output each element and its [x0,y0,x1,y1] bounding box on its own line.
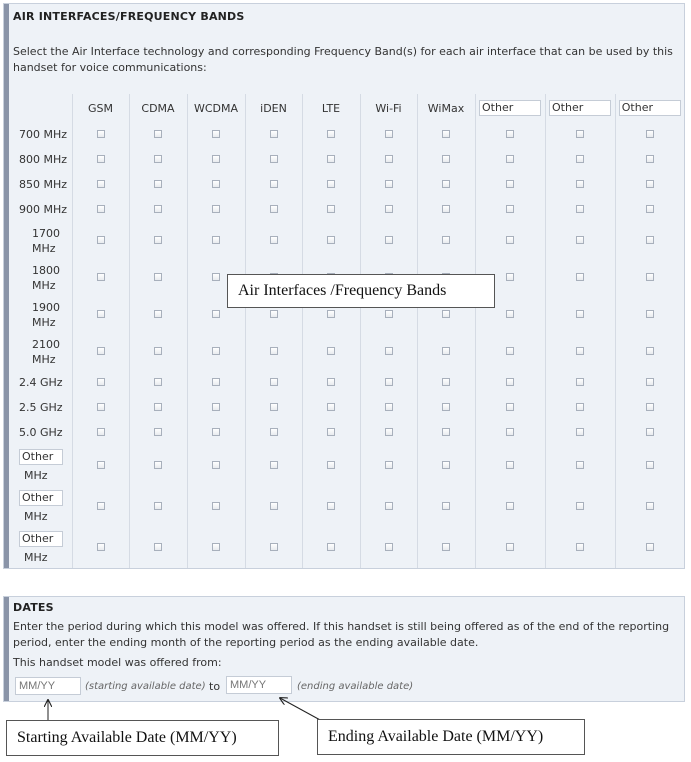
band-label: 850 MHz [19,178,68,191]
other-technology-input[interactable]: Other [479,100,541,116]
band-label: 2.4 GHz [19,376,63,389]
other-band-input[interactable]: Other [19,490,63,506]
other-band-input[interactable]: Other [19,449,63,465]
column-header-cdma: CDMA [129,94,187,122]
other-technology-input[interactable]: Other [619,100,681,116]
other-technology-input[interactable]: Other [549,100,611,116]
air-section-title: AIR INTERFACES/FREQUENCY BANDS [13,10,245,23]
band-label: 5.0 GHz [19,426,63,439]
end-date-callout: Ending Available Date (MM/YY) [317,719,585,755]
band-label: 800 MHz [19,153,68,166]
dates-section-description: Enter the period during which this model was offered. If this handset is still being offered as of the end of the reporting period, enter the ending month of the reporting period as the ending available date. [13,620,670,649]
to-label: to [209,680,221,693]
band-label: 2.5 GHz [19,401,63,414]
offered-from-label: This handset model was offered from: [13,656,222,669]
column-header-wcdma: WCDMA [187,94,245,122]
band-label: 2100 MHz [32,337,60,366]
column-header-wimax: WiMax [417,94,475,122]
band-label: 1700 MHz [32,226,60,255]
start-date-hint: (starting available date) [85,681,206,692]
air-section-description: Select the Air Interface technology and corresponding Frequency Band(s) for each air interface that can be used by this handset for voice communications: [13,45,673,74]
start-date-callout: Starting Available Date (MM/YY) [6,720,279,756]
other-band-input[interactable]: Other [19,531,63,547]
end-date-hint: (ending available date) [297,681,414,692]
column-header-lte: LTE [302,94,360,122]
band-label: 1900 MHz [32,300,60,329]
band-label: 1800 MHz [32,263,60,292]
dates-section-title: DATES [13,601,54,614]
end-date-arrow [280,698,322,721]
other-band-unit: MHz [24,468,48,482]
other-band-unit: MHz [24,550,48,564]
other-band-unit: MHz [24,509,48,523]
band-label: 900 MHz [19,203,68,216]
column-header-gsm: GSM [72,94,129,122]
band-label: 700 MHz [19,128,68,141]
table-callout: Air Interfaces /Frequency Bands [227,274,495,308]
column-header-iden: iDEN [245,94,302,122]
column-header-wi-fi: Wi-Fi [360,94,417,122]
